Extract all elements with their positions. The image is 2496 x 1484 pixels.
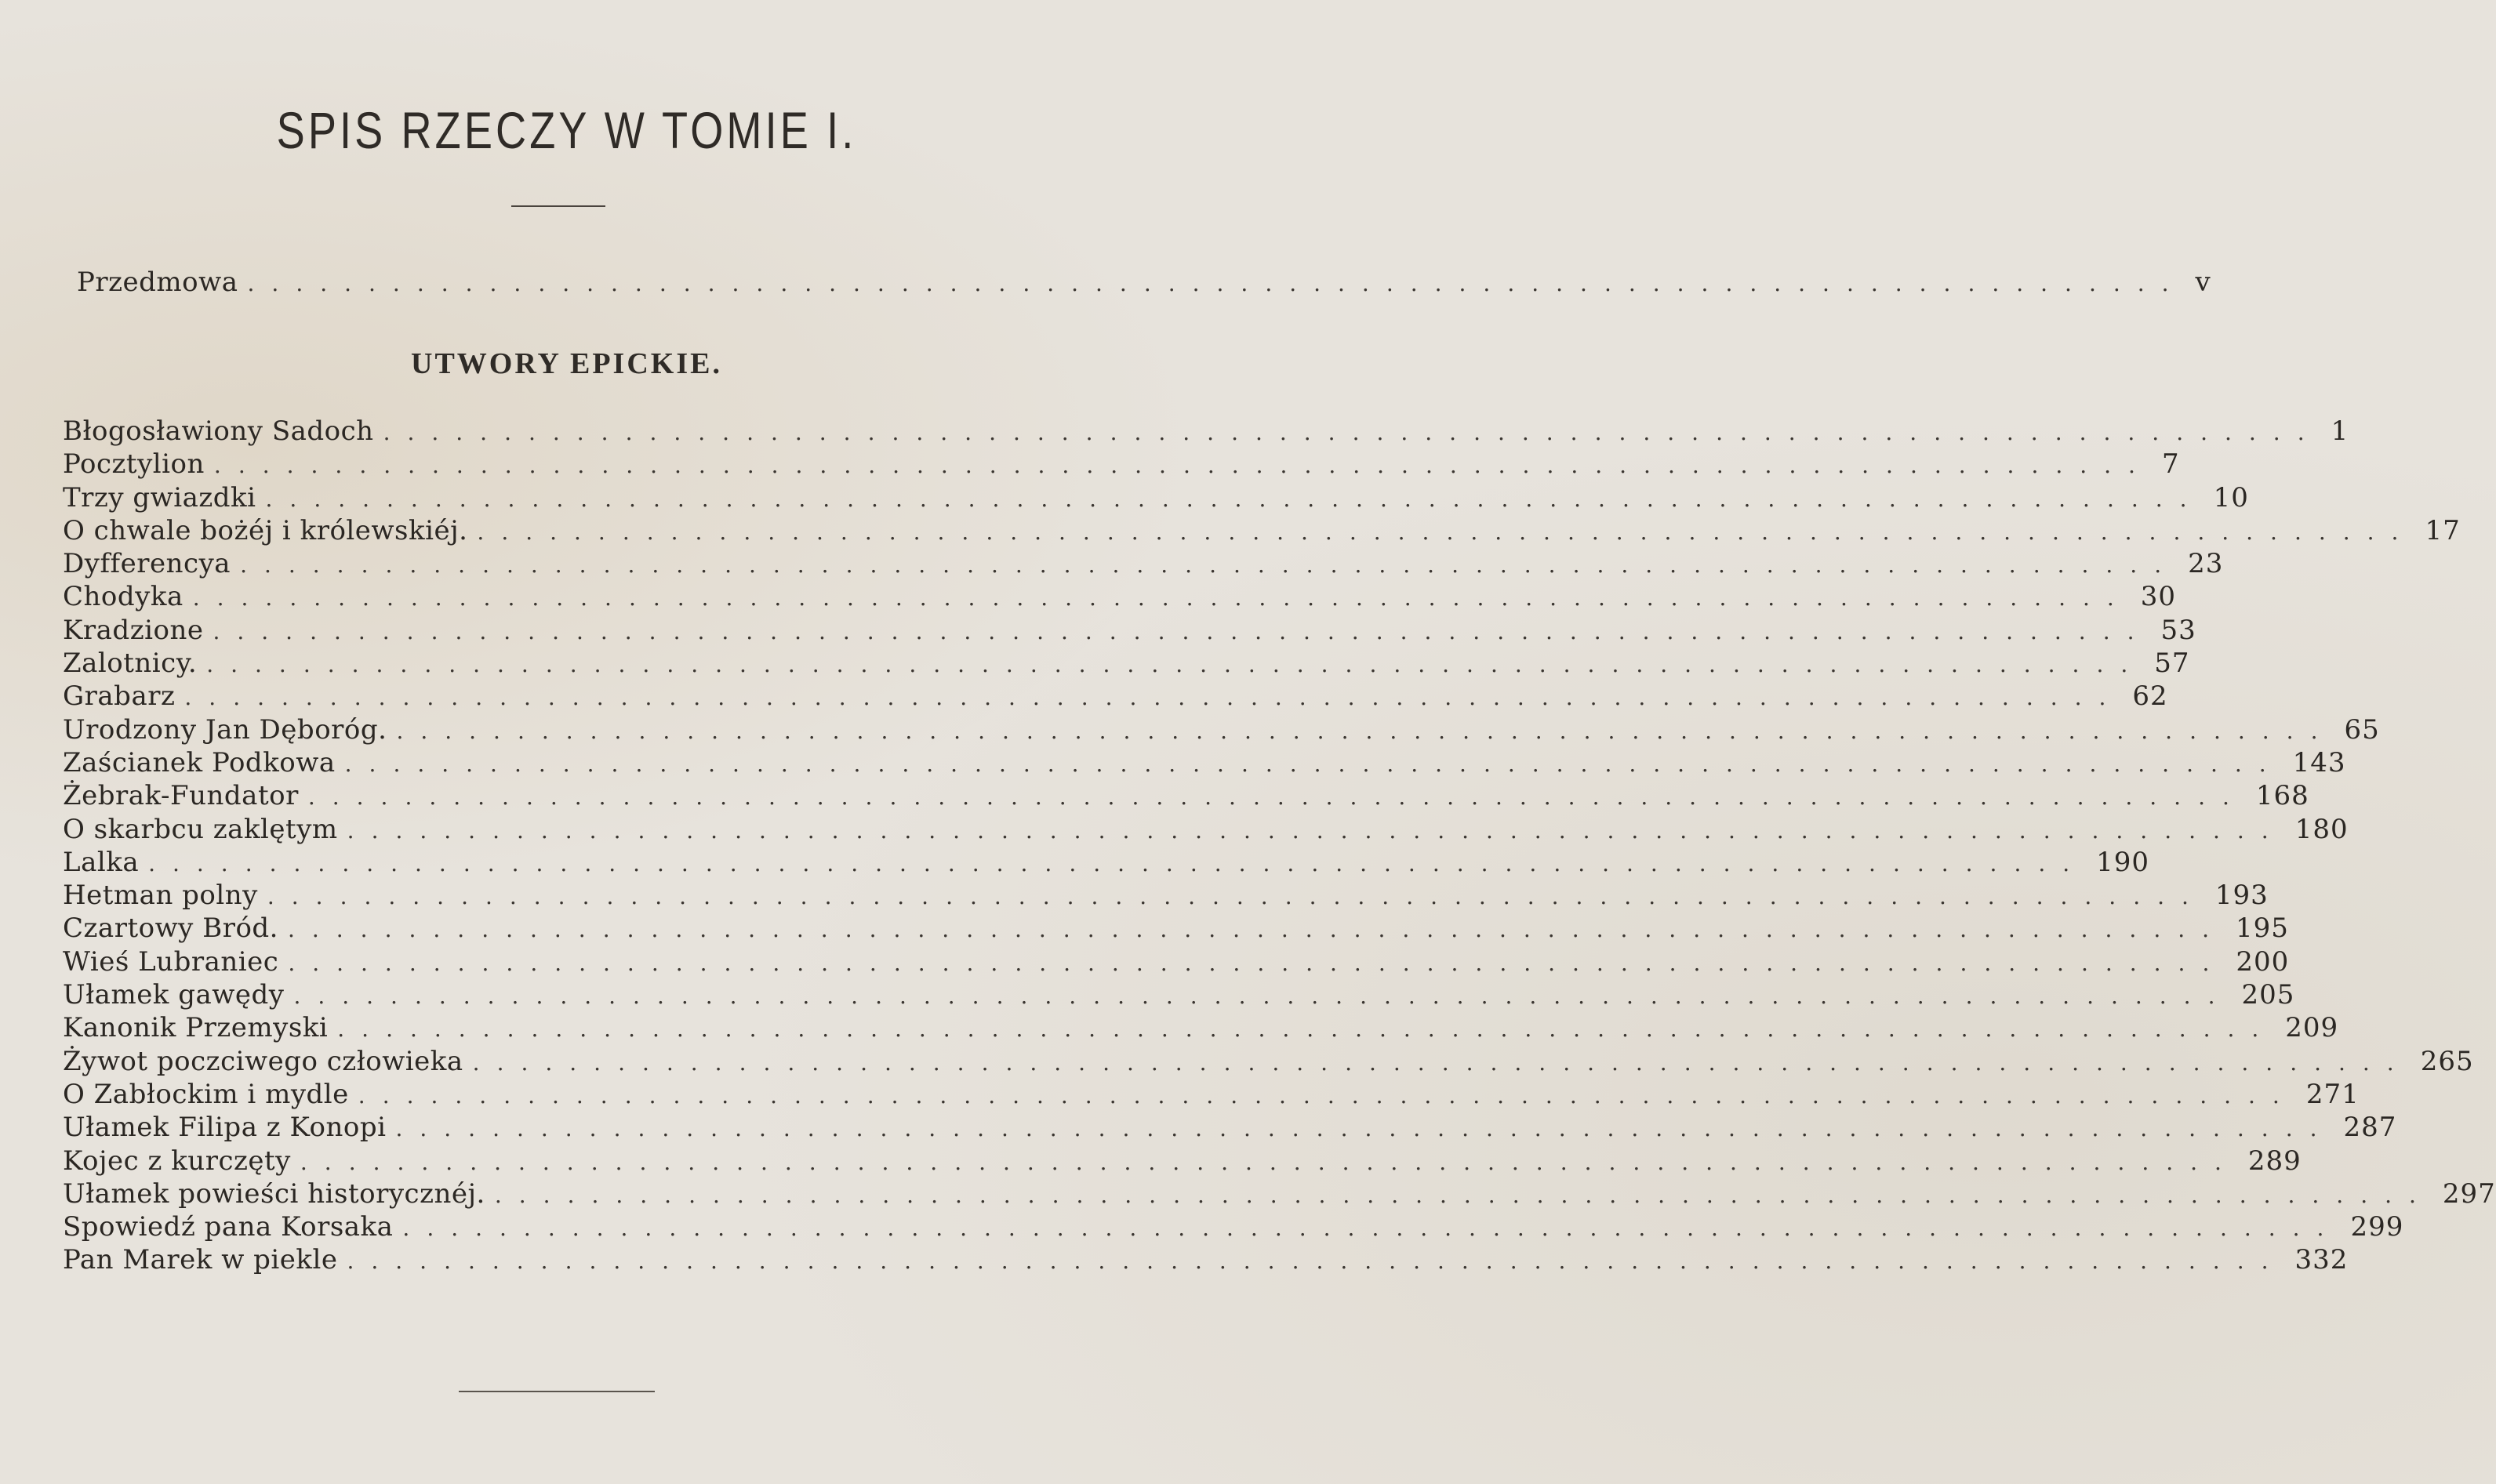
toc-entry — [63, 945, 2290, 979]
toc-entry-page: 271 — [2305, 1078, 2360, 1110]
toc-entry — [63, 979, 2295, 1012]
toc-entry — [63, 1211, 2404, 1244]
toc-entry-title: Spowiedź pana Korsaka — [63, 1211, 394, 1243]
toc-entry-title: Kojec z kurczęty — [63, 1145, 291, 1177]
divider-top — [511, 205, 605, 207]
toc-entry — [63, 846, 2150, 880]
toc-entry — [63, 1045, 2474, 1079]
leader-dots: ................................................................................ — [337, 1016, 2276, 1043]
toc-entry-page: 65 — [2344, 713, 2380, 746]
toc-entry-page: 7 — [2161, 448, 2180, 481]
toc-entry-title: O chwale bożéj i królewskiéj. — [63, 514, 468, 546]
toc-entry — [63, 614, 2196, 648]
toc-entry-title: Pan Marek w piekle — [63, 1244, 338, 1276]
toc-entry — [63, 1078, 2360, 1112]
toc-entry — [63, 548, 2224, 581]
leader-dots: ................................................................................ — [148, 850, 2087, 876]
leader-dots: ................................................................................ — [288, 949, 2227, 976]
toc-entry-title: Żywot poczciwego człowieka — [63, 1045, 463, 1077]
toc-entry — [63, 880, 2269, 913]
toc-entry-title: Czartowy Bród. — [63, 913, 278, 945]
divider-bottom — [459, 1391, 655, 1392]
leader-dots: ................................................................................ — [247, 270, 2186, 296]
leader-dots: ................................................................................ — [265, 485, 2204, 512]
leader-dots: ................................................................................ — [477, 518, 2416, 545]
toc-entry-title: Ułamek gawędy — [63, 979, 285, 1011]
toc-entry-page: 209 — [2285, 1012, 2339, 1044]
leader-dots: ................................................................................ — [395, 1116, 2334, 1142]
toc-entry-page: 200 — [2236, 945, 2290, 978]
toc-entry-page: 332 — [2294, 1244, 2349, 1276]
toc-entry-title: Dyfferencya — [63, 548, 231, 580]
toc-entry-title: Kanonik Przemyski — [63, 1012, 329, 1044]
toc-entry — [63, 1012, 2339, 1045]
toc-entry-title: Lalka — [63, 846, 140, 878]
toc-entry — [63, 913, 2289, 945]
toc-entry-page: 23 — [2188, 548, 2224, 580]
toc-entry-title: Urodzony Jan Dęboróg. — [63, 713, 387, 746]
toc-entry-page: 205 — [2241, 979, 2295, 1011]
toc-entry-page: 195 — [2236, 913, 2289, 945]
leader-dots: ................................................................................ — [383, 419, 2322, 445]
leader-dots: ................................................................................ — [213, 618, 2152, 644]
toc-entry — [63, 713, 2380, 747]
leader-dots: ................................................................................ — [402, 1215, 2342, 1242]
leader-dots: ................................................................................ — [344, 750, 2283, 777]
toc-entry-page: 1 — [2331, 415, 2349, 447]
toc-entry — [63, 746, 2346, 780]
leader-dots: ................................................................................ — [494, 1181, 2433, 1208]
toc-entry-title: Błogosławiony Sadoch — [63, 415, 374, 447]
toc-entry-title: Wieś Lubraniec — [63, 945, 279, 978]
leader-dots: ................................................................................ — [307, 784, 2247, 811]
leader-dots: ................................................................................ — [358, 1082, 2297, 1108]
toc-entry-title: Grabarz — [63, 680, 176, 713]
toc-entry-preface — [77, 267, 2211, 307]
toc-entry-page: 168 — [2255, 780, 2309, 812]
toc-entry-title: Zalotnicy. — [63, 648, 198, 680]
leader-dots: ................................................................................ — [184, 684, 2124, 711]
leader-dots: ................................................................................ — [472, 1049, 2411, 1076]
toc-entry — [63, 1177, 2496, 1211]
toc-entry-title: Zaścianek Podkowa — [63, 746, 336, 778]
toc-entry-page: 287 — [2343, 1112, 2397, 1144]
toc-entry — [63, 1145, 2302, 1178]
leader-dots: ................................................................................ — [267, 884, 2206, 910]
toc-entry-page: 180 — [2294, 813, 2349, 845]
toc-entry — [63, 813, 2349, 847]
toc-entry — [63, 780, 2309, 813]
toc-entry — [63, 680, 2168, 713]
leader-dots: ................................................................................ — [347, 1248, 2286, 1275]
toc-entry-title: Ułamek powieści historycznéj. — [63, 1177, 485, 1210]
toc-entry-page: 297 — [2442, 1177, 2496, 1210]
leader-dots: ................................................................................ — [240, 552, 2179, 579]
toc-entry-title: Trzy gwiazdki — [63, 481, 256, 513]
toc-entry-title: Przedmowa — [77, 267, 238, 298]
section-heading: UTWORY EPICKIE. — [411, 347, 722, 380]
toc-entry-title: Żebrak-Fundator — [63, 780, 299, 812]
leader-dots: ................................................................................ — [206, 651, 2145, 678]
toc-entry — [63, 514, 2461, 548]
toc-entry — [63, 648, 2190, 680]
toc-entry-page: 30 — [2140, 581, 2177, 613]
toc-entry-page: 53 — [2160, 614, 2196, 646]
toc-entry — [63, 481, 2249, 515]
toc-entry — [63, 415, 2349, 448]
leader-dots: ................................................................................ — [192, 585, 2131, 611]
toc-entry-page: 190 — [2096, 846, 2150, 878]
leader-dots: ................................................................................ — [287, 916, 2227, 943]
page-title: SPIS RZECZY W TOMIE I. — [276, 101, 857, 159]
toc-entry-page: 193 — [2214, 880, 2269, 912]
toc-entry-title: Chodyka — [63, 581, 183, 613]
toc-entry — [63, 1112, 2397, 1145]
leader-dots: ................................................................................ — [300, 1148, 2239, 1175]
toc-entry-title: Pocztylion — [63, 448, 205, 481]
leader-dots: ................................................................................ — [347, 817, 2286, 844]
toc-entry-page: 299 — [2350, 1211, 2404, 1243]
toc-entry-title: Hetman polny — [63, 880, 258, 912]
toc-entry-page: v — [2195, 267, 2211, 298]
toc-entry-page: 57 — [2154, 648, 2190, 680]
toc-entry — [63, 448, 2180, 481]
toc-entry-title: O Zabłockim i mydle — [63, 1078, 349, 1110]
toc-entry-page: 17 — [2425, 514, 2461, 546]
toc-entry-page: 289 — [2247, 1145, 2302, 1177]
leader-dots: ................................................................................ — [213, 452, 2153, 479]
toc-entry-page: 265 — [2420, 1045, 2474, 1077]
leader-dots: ................................................................................ — [293, 983, 2233, 1010]
toc-entry — [63, 1244, 2349, 1277]
toc-entry-page: 10 — [2213, 481, 2249, 513]
toc-entry-page: 62 — [2132, 680, 2168, 713]
leader-dots: ................................................................................ — [396, 717, 2335, 744]
toc-entry-title: Kradzione — [63, 614, 204, 646]
table-of-contents — [63, 415, 2496, 1278]
toc-entry-title: Ułamek Filipa z Konopi — [63, 1112, 387, 1144]
toc-entry-page: 143 — [2292, 746, 2346, 778]
toc-entry — [63, 581, 2177, 614]
toc-entry-title: O skarbcu zaklętym — [63, 813, 338, 845]
